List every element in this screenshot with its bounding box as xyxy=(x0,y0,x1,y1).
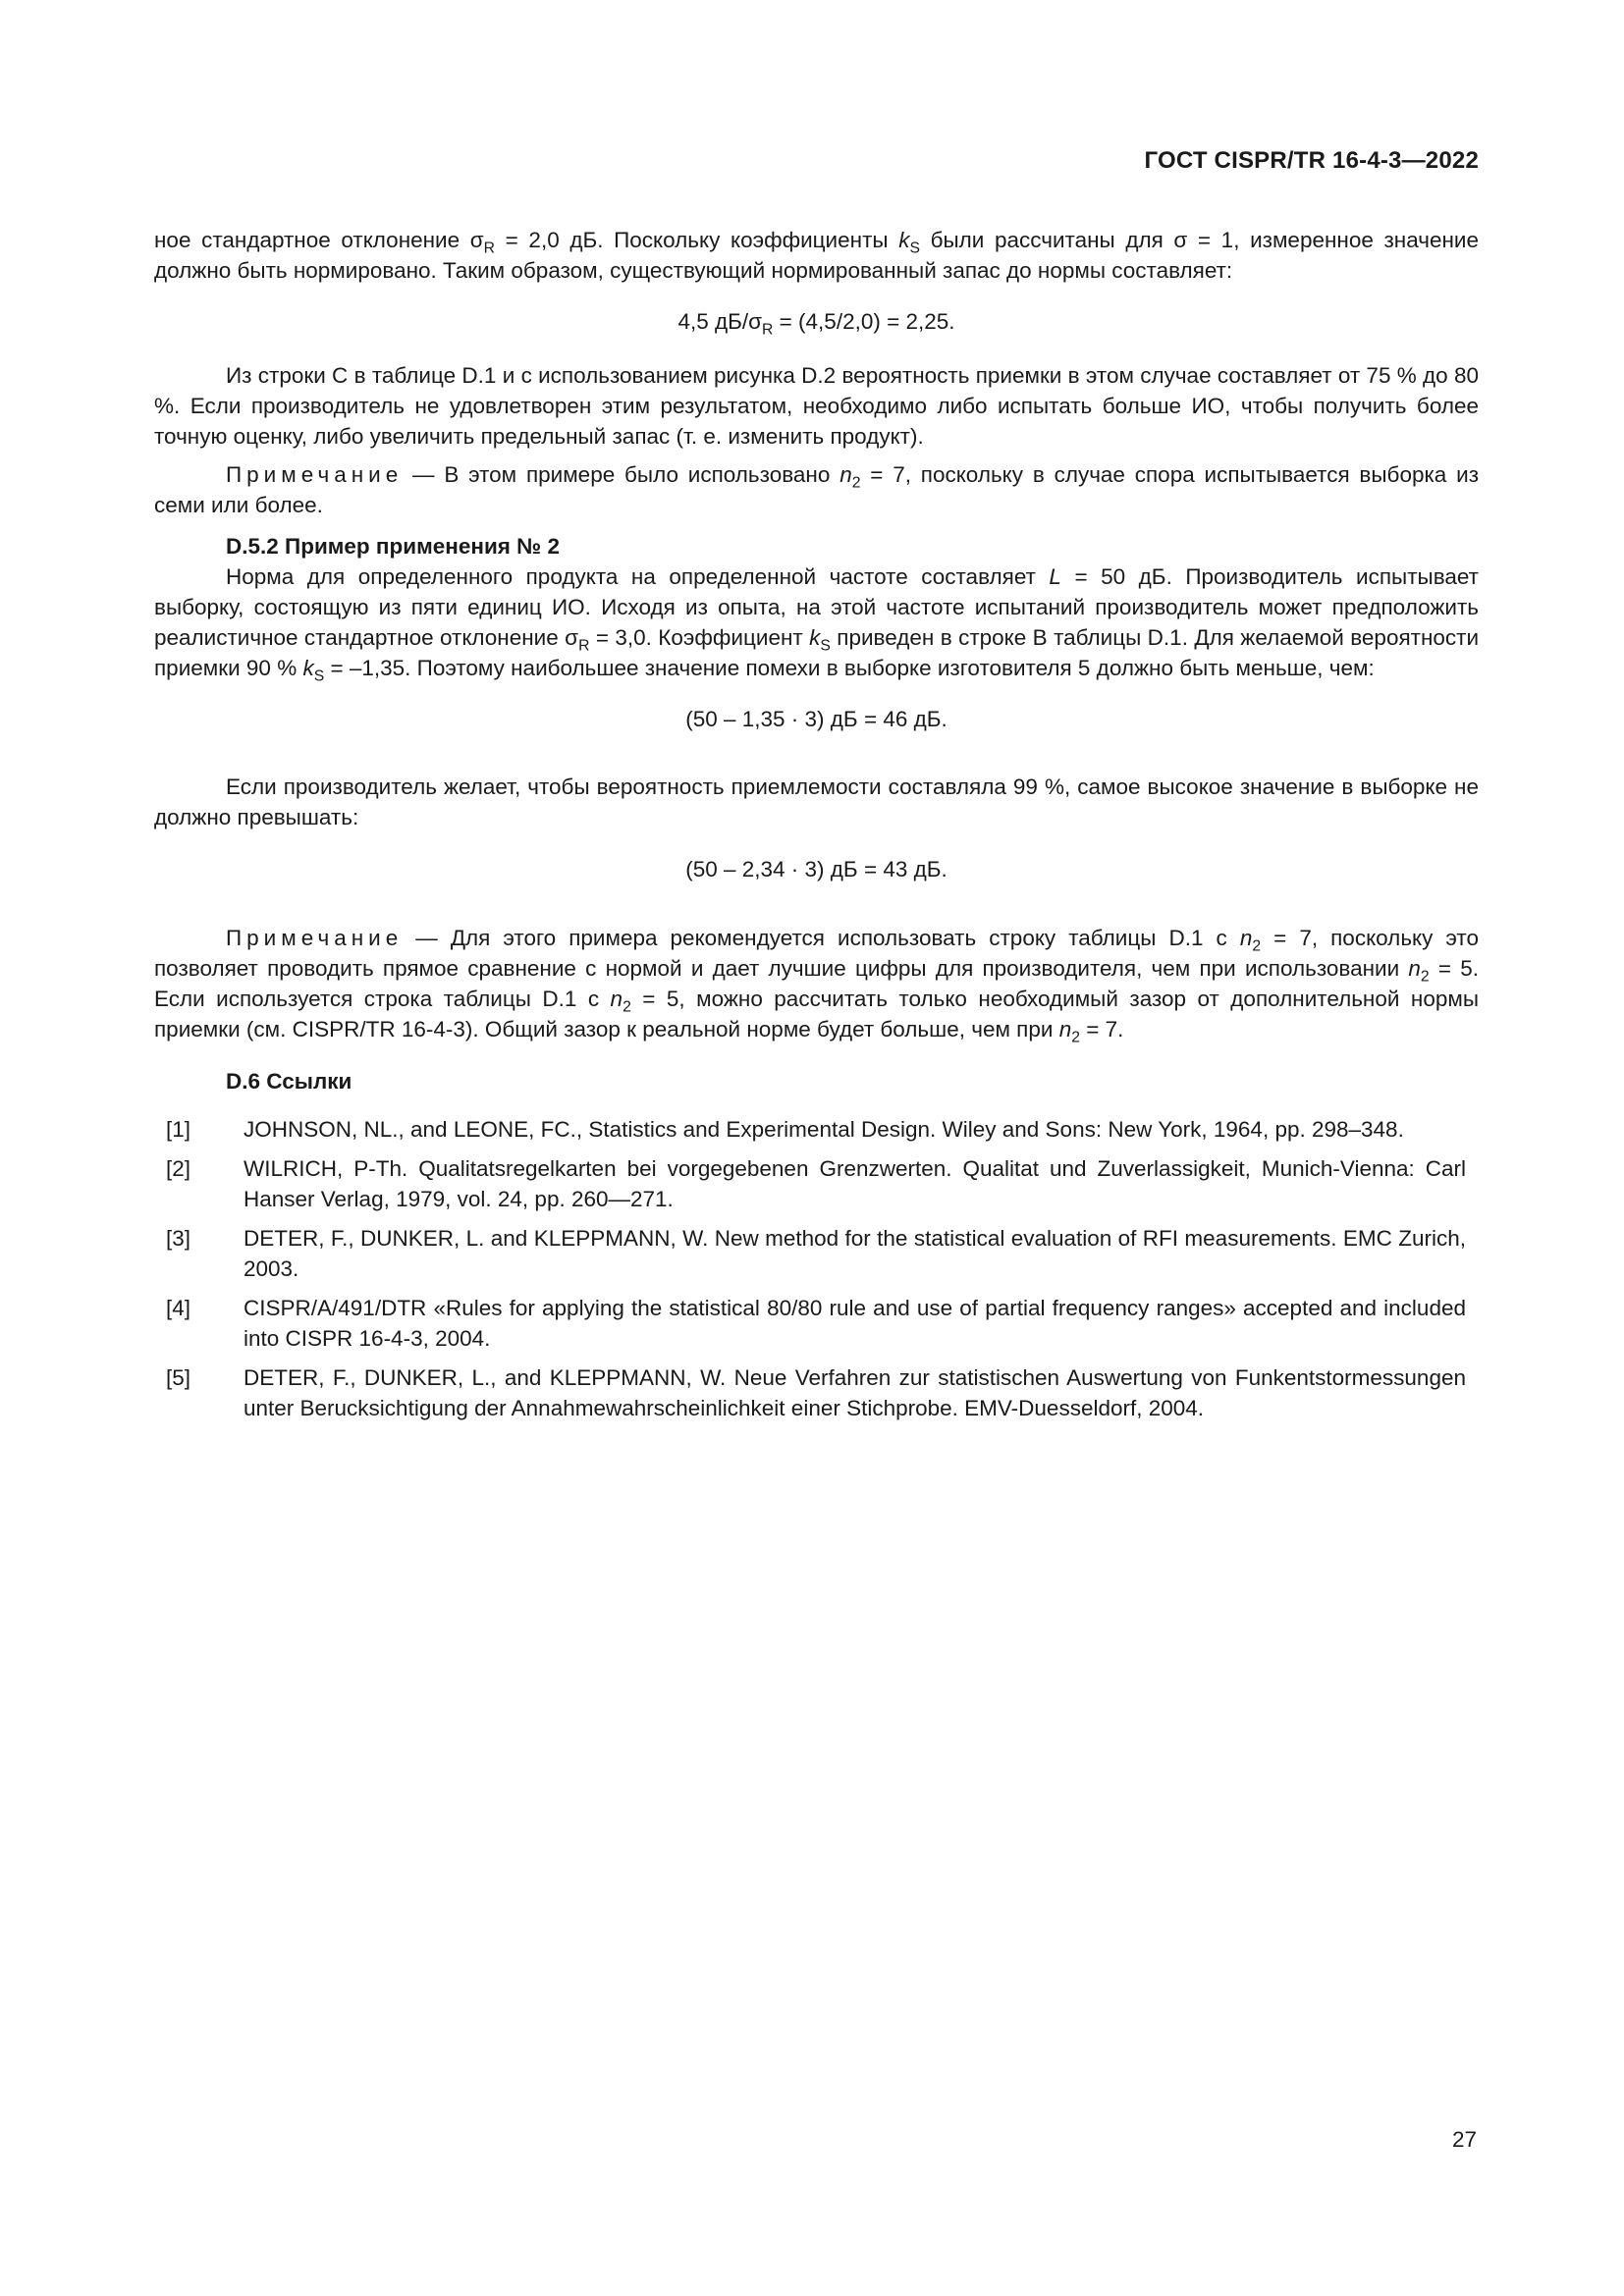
paragraph-continuation: ное стандартное отклонение $\sigma_R = 2,0$ дБ. Поскольку коэффициенты $k_S$ были рассчитаны для σ = 1, измеренное значение должно быть нормировано. Таким образом, существующий нормированный запас до нормы составляет: xyxy=(154,228,1479,283)
reference-item: [1] JOHNSON, NL., and LEONE, FC., Statistics and Experimental Design. Wiley and Sons: New York, 1964, pp. 298–348. xyxy=(166,1117,1404,1142)
paragraph-example-2: Норма для определенного продукта на определенной частоте составляет L = 50 дБ. Производитель испытывает выборку, состоящую из пяти единиц ИО. Исходя из опыта, на этой частоте испытаний производитель может предположить реалистичное стандартное отклонение $\sigma_R = 3,0$. Коэффициент $k_S$ приведен в строке B таблицы D.1. Для желаемой вероятности приемки 90 % $k_S = -1,35$. Поэтому наибольшее значение помехи в выборке изготовителя 5 должно быть меньше, чем: xyxy=(154,564,1480,685)
section-heading-d6: D.6 Ссылки xyxy=(226,1069,352,1094)
document-header: ГОСТ CISPR/TR 16-4-3—2022 xyxy=(1144,147,1479,174)
note-example-1: Примечание — В этом примере было использовано $n_2 = 7$, поскольку в случае спора испытывается выборка из семи или более. xyxy=(154,462,1480,517)
reference-item: [5] DETER, F., DUNKER, L., and KLEPPMANN, W. Neue Verfahren zur statistischen Auswertung von Funkentstormessungen unter Berucksichtigung der Annahmewahrscheinlichkeit einer Stichprobe. EMV-Duesseldorf, 2004. xyxy=(166,1365,1466,1420)
paragraph-acceptance-probability: Из строки C в таблице D.1 и с использованием рисунка D.2 вероятность приемки в этом случае составляет от 75 % до 80 %. Если производитель не удовлетворен этим результатом, необходимо либо испытать больше ИО, чтобы получить более точную оценку, либо увеличить предельный запас (т. е. изменить продукт). xyxy=(154,363,1479,449)
note-example-2: Примечание — Для этого примера рекомендуется использовать строку таблицы D.1 с $n_2 = 7$, поскольку это позволяет проводить прямое сравнение с нормой и дает лучшие цифры для производителя, чем при использовании $n_2 = 5$. Если используется строка таблицы D.1 с $n_2 = 5$, можно рассчитать только необходимый зазор от дополнительной нормы приемки (см. CISPR/TR 16-4-3). Общий зазор к реальной норме будет больше, чем при $n_2 = 7$. xyxy=(154,926,1479,1046)
reference-item: [2] WILRICH, P-Th. Qualitatsregelkarten bei vorgegebenen Grenzwerten. Qualitat und Zuverlassigkeit, Munich-Vienna: Carl Hanser Verlag, 1979, vol. 24, pp. 260—271. xyxy=(166,1156,1466,1211)
section-heading-d52: D.5.2 Пример применения № 2 xyxy=(226,534,561,559)
reference-item: [3] DETER, F., DUNKER, L. and KLEPPMANN, W. New method for the statistical evaluation of RFI measurements. EMC Zurich, 2003. xyxy=(166,1226,1466,1281)
reference-item: [4] CISPR/A/491/DTR «Rules for applying the statistical 80/80 rule and use of partial frequency ranges» accepted and included into CISPR 16-4-3, 2004. xyxy=(166,1296,1466,1351)
formula-normalized-margin: 4,5 $дБ/\sigma_R = (4,5/2,0) = 2,25$. xyxy=(677,309,955,339)
paragraph-99-percent: Если производитель желает, чтобы вероятность приемлемости составляла 99 %, самое высокое значение в выборке не должно превышать: xyxy=(154,774,1479,829)
formula-43db: (50 – 2,34 · 3) дБ = 43 дБ. xyxy=(685,857,947,881)
page-number: 27 xyxy=(1451,2127,1477,2152)
formula-46db: (50 – 1,35 · 3) дБ = 46 дБ. xyxy=(685,707,947,731)
page-content xyxy=(154,225,1479,1423)
